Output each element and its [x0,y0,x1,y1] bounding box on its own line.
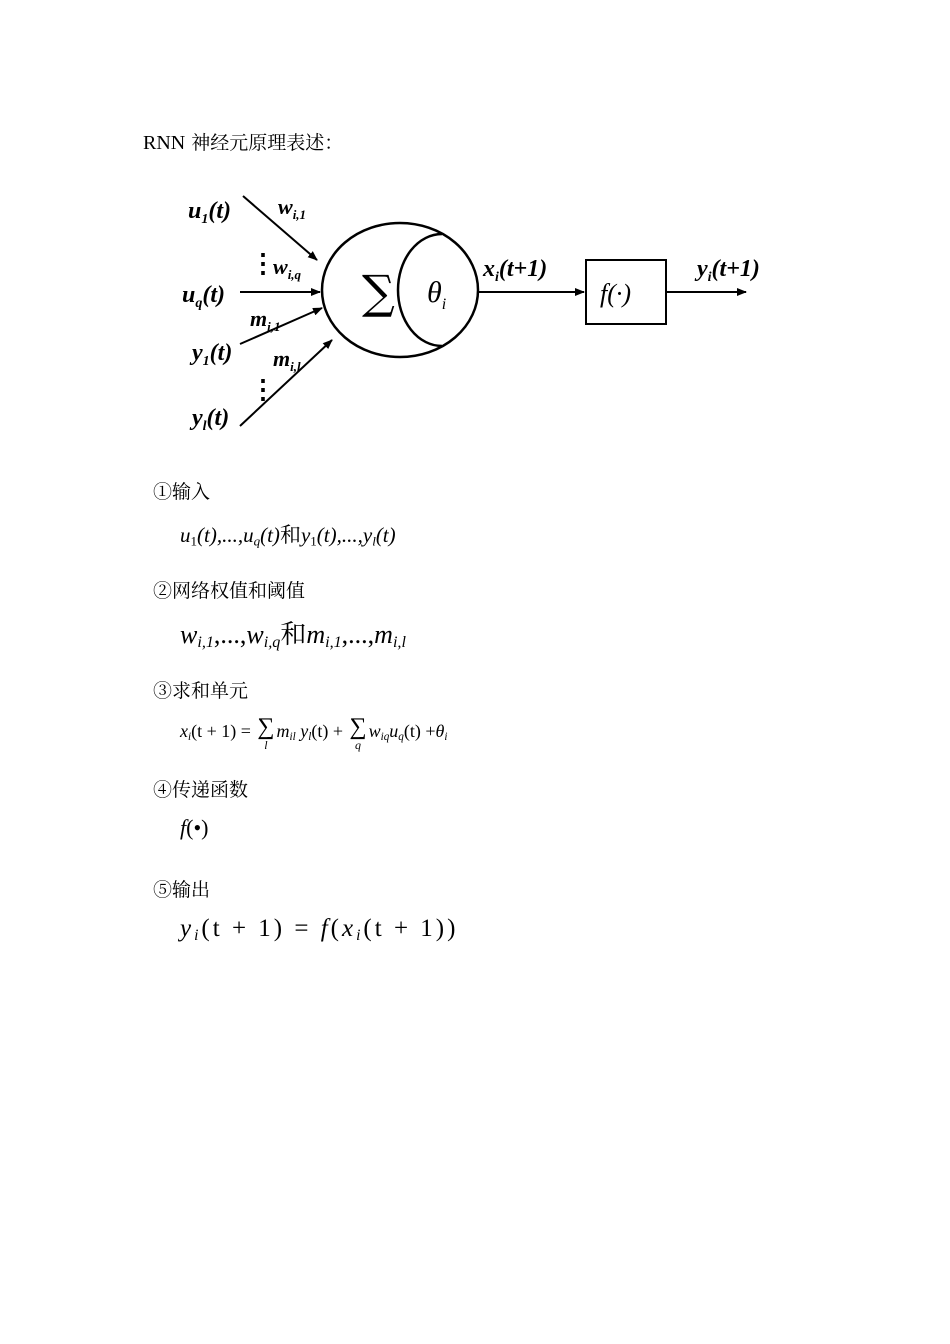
title-cjk: 神经元原理表述： [191,132,344,154]
threshold-label: $\theta_i$ [427,276,447,313]
formula-transfer: f(•) [180,815,209,840]
section-heading-input: ①输入 [153,481,211,503]
neuron-body [322,223,478,357]
label-input-yl: $y_l(t)$ [192,405,230,434]
ellipsis-inputs-lower: ⋮ [250,375,276,405]
label-input-u1: $u_1(t)$ [188,198,232,227]
page-title [143,128,343,155]
label-input-uq: $u_q(t)$ [182,282,226,311]
formula-input: $u_1(t),...,u_q(t)$和$y_1(t),...,y_l(t)$ [180,523,396,549]
neuron-diagram-svg [170,180,790,440]
section-heading-transfer: ④传递函数 [153,779,249,801]
label-state: $x_i(t+1)$ [483,256,548,285]
section-heading-output: ⑤输出 [153,879,211,901]
label-output: $y_i(t+1)$ [697,256,760,285]
label-weight-mi1: $m_{i,1}$ [250,306,281,334]
ellipsis-inputs-upper: ⋮ [250,249,276,279]
neuron-diagram [170,180,790,440]
sum-operator-q: ∑ q [349,714,367,752]
summation-symbol: ∑ [362,265,395,319]
label-weight-wiq: $w_{i,q}$ [273,254,302,282]
title-latin: RNN [143,132,186,154]
transfer-label: f(·) [600,279,632,308]
section-heading-sum: ③求和单元 [153,680,249,702]
section-heading-weights: ②网络权值和阈值 [153,580,306,602]
label-weight-mil: $m_{i,l}$ [273,346,301,374]
label-weight-wi1: $w_{i,1}$ [278,194,307,222]
label-input-y1: $y_1(t)$ [192,340,233,369]
formula-output: $y_i(t + 1) = f(x_i(t + 1))$ [180,915,459,944]
sum-operator-l: ∑ l [257,714,275,752]
formula-weights: $w_{i,1},...,w_{i,q}$和$m_{i,1},...,m_{i,l}$ [180,620,406,652]
formula-sum: $x_i(t + 1)$ = ∑ l $m_{il}$ $y_l(t)$ + ∑ q $w_{iq}u_q(t) +\theta_i$ [180,714,448,752]
